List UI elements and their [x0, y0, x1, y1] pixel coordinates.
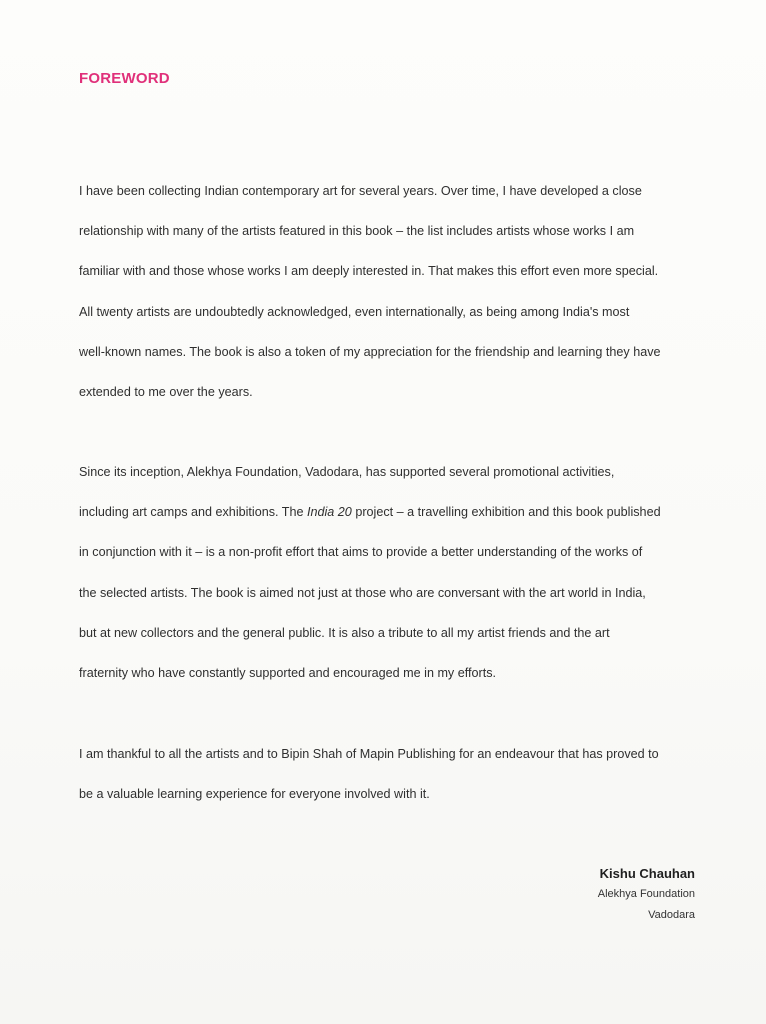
project-title: India 20 [307, 505, 352, 520]
signatory-city: Vadodara [648, 909, 695, 921]
text-line: I have been collecting Indian contemporary art for several years. Over time, I have developed a close [79, 184, 642, 198]
signatory-organization: Alekhya Foundation [597, 888, 695, 900]
text-line: in conjunction with it – is a non-profit effort that aims to provide a better understanding of the works of [79, 545, 643, 560]
paragraph-1 [79, 171, 704, 412]
text-line: the selected artists. The book is aimed not just at those who are conversant with the art world in India, [79, 585, 646, 600]
text-line: familiar with and those whose works I am deeply interested in. That makes this effort even more special. [79, 264, 659, 279]
text-segment: including art camps and exhibitions. The [79, 505, 307, 520]
text-line: be a valuable learning experience for everyone involved with it. [79, 787, 430, 802]
text-line: Since its inception, Alekhya Foundation, Vadodara, has supported several promotional activities, [79, 465, 615, 479]
text-line: fraternity who have constantly supported and encouraged me in my efforts. [79, 666, 496, 681]
text-line: All twenty artists are undoubtedly acknowledged, even internationally, as being among India's most [79, 304, 630, 319]
text-line: but at new collectors and the general public. It is also a tribute to all my artist friends and the art [79, 625, 610, 640]
text-line-with-title [79, 492, 704, 532]
paragraph-2 [79, 452, 704, 693]
signatory-name: Kishu Chauhan [599, 866, 695, 881]
text-line: relationship with many of the artists featured in this book – the list includes artists whose works I am [79, 224, 635, 239]
page-heading: FOREWORD [79, 70, 170, 87]
text-segment: project – a travelling exhibition and this book published [351, 505, 661, 520]
text-line: I am thankful to all the artists and to Bipin Shah of Mapin Publishing for an endeavour that has proved to [79, 747, 659, 761]
text-line: extended to me over the years. [79, 385, 253, 400]
paragraph-3 [79, 734, 704, 814]
signature-block [598, 864, 695, 926]
text-line: well-known names. The book is also a token of my appreciation for the friendship and learning they have [79, 344, 661, 359]
